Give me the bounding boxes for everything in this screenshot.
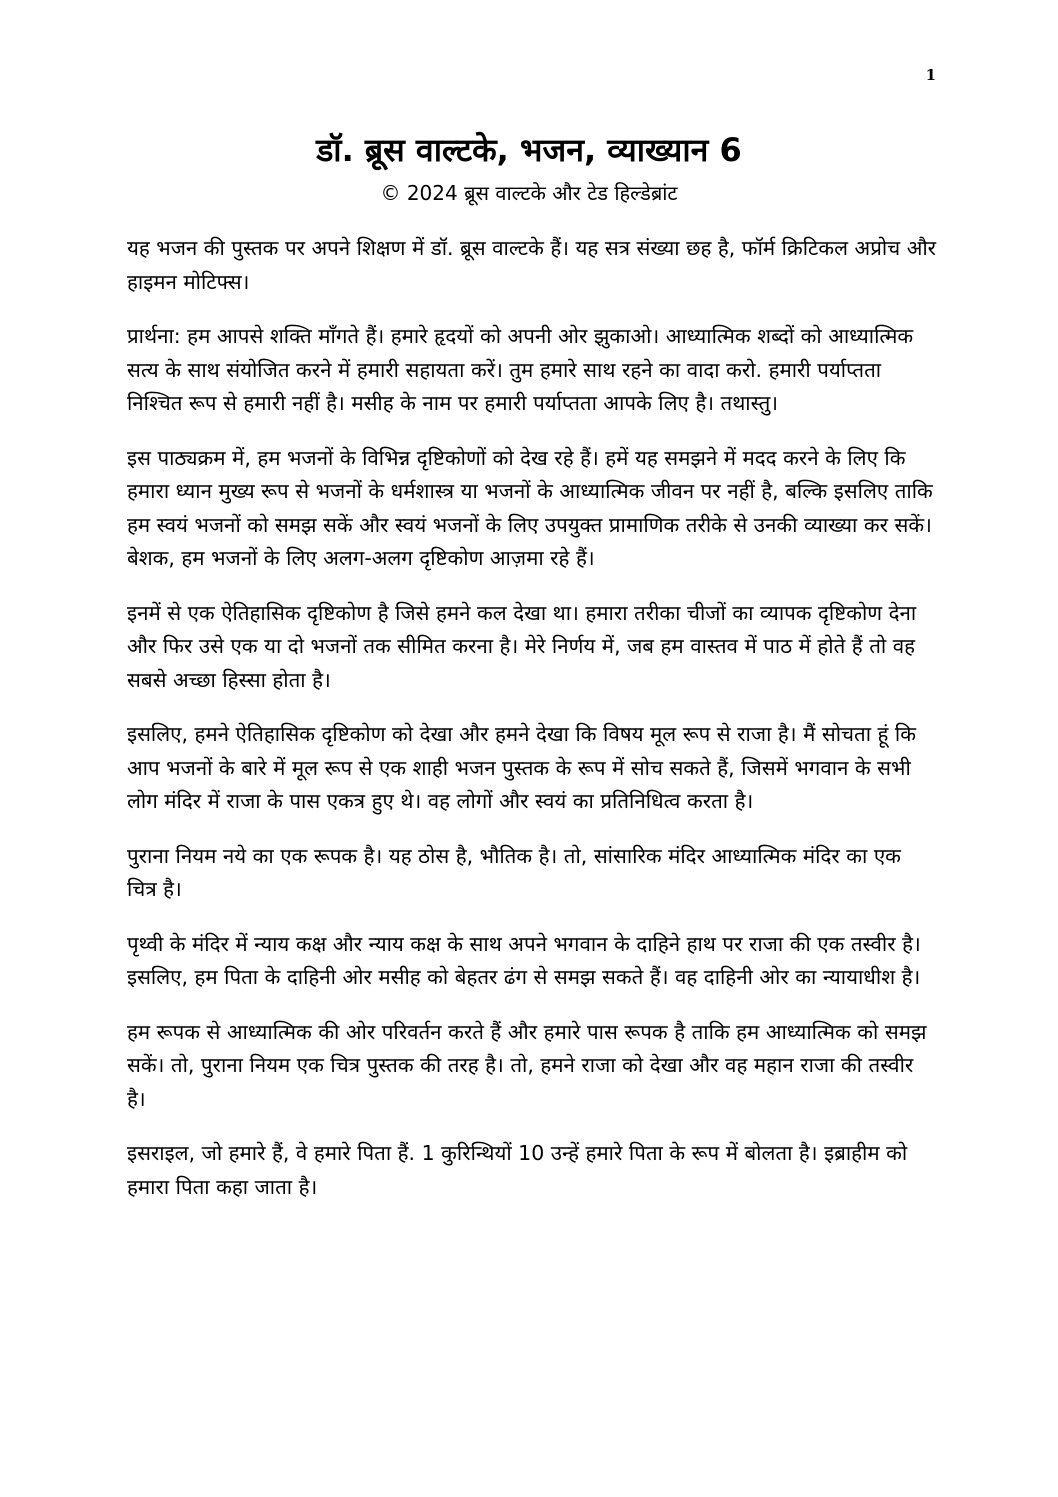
paragraph-course-approaches: इस पाठ्यक्रम में, हम भजनों के विभिन्न दृष्टिकोणों को देख रहे हैं। हमें यह समझने में मदद करने के लिए कि हमारा ध्यान मुख्य रूप से भजनों के धर्मशास्त्र या भजनों के आध्यात्मिक जीवन पर नहीं है, बल्कि इसलिए ताकि हम स्वयं भजनों को समझ सकें और स्वयं भजनों के लिए उपयुक्त प्रामाणिक तरीके से उनकी व्याख्या कर सकें। बेशक, हम भजनों के लिए अलग-अलग दृष्टिकोण आज़मा रहे हैं। bbox=[127, 445, 933, 570]
page-number: 1 bbox=[925, 66, 936, 84]
paragraph-prayer: प्रार्थना: हम आपसे शक्ति माँगते हैं। हमारे हृदयों को अपनी ओर झुकाओ। आध्यात्मिक शब्दों को आध्यात्मिक सत्य के साथ संयोजित करने में हमारी सहायता करें। तुम हमारे साथ रहने का वादा करो. हमारी पर्याप्तता निश्चित रूप से हमारी नहीं है। मसीह के नाम पर हमारी पर्याप्तता आपके लिए है। तथास्तु। bbox=[127, 324, 914, 415]
paragraph-intro: यह भजन की पुस्तक पर अपने शिक्षण में डॉ. ब्रूस वाल्टके हैं। यह सत्र संख्या छह है, फॉर्म क्रिटिकल अप्रोच और हाइमन मोटिफ्स। bbox=[127, 236, 937, 294]
document-title: डॉ. ब्रूस वाल्टके, भजन, व्याख्यान 6 bbox=[316, 131, 742, 169]
paragraph-historical-approach: इनमें से एक ऐतिहासिक दृष्टिकोण है जिसे हमने कल देखा था। हमारा तरीका चीजों का व्यापक दृष्टिकोण देना और फिर उसे एक या दो भजनों तक सीमित करना है। मेरे निर्णय में, जब हम वास्तव में पाठ में होते हैं तो वह सबसे अच्छा हिस्सा होता है। bbox=[127, 600, 917, 692]
copyright-line: © 2024 ब्रूस वाल्टके और टेड हिल्डेब्रांट bbox=[380, 181, 678, 205]
paragraph-king-theme: इसलिए, हमने ऐतिहासिक दृष्टिकोण को देखा और हमने देखा कि विषय मूल रूप से राजा है। मैं सोचता हूं कि आप भजनों के बारे में मूल रूप से एक शाही भजन पुस्तक के रूप में सोच सकते हैं, जिसमें भगवान के सभी लोग मंदिर में राजा के पास एकत्र हुए थे। वह लोगों और स्वयं का प्रतिनिधित्व करता है। bbox=[127, 722, 916, 813]
paragraph-metaphor-to-spiritual: हम रूपक से आध्यात्मिक की ओर परिवर्तन करते हैं और हमारे पास रूपक है ताकि हम आध्यात्मिक को समझ सकें। तो, पुराना नियम एक चित्र पुस्तक की तरह है। तो, हमने राजा को देखा और वह महान राजा की तस्वीर है। bbox=[127, 1019, 927, 1111]
document-body bbox=[127, 232, 937, 1225]
paragraph-israel-fathers: इसराइल, जो हमारे हैं, वे हमारे पिता हैं. 1 कुरिन्थियों 10 उन्हें हमारे पिता के रूप में बोलता है। इब्राहीम को हमारा पिता कहा जाता है। bbox=[127, 1141, 908, 1199]
paragraph-old-testament-metaphor: पुराना नियम नये का एक रूपक है। यह ठोस है, भौतिक है। तो, सांसारिक मंदिर आध्यात्मिक मंदिर का एक चित्र है। bbox=[127, 843, 901, 901]
paragraph-earthly-temple: पृथ्वी के मंदिर में न्याय कक्ष और न्याय कक्ष के साथ अपने भगवान के दाहिने हाथ पर राजा की एक तस्वीर है। इसलिए, हम पिता के दाहिनी ओर मसीह को बेहतर ढंग से समझ सकते हैं। वह दाहिनी ओर का न्यायाधीश है। bbox=[127, 931, 921, 989]
